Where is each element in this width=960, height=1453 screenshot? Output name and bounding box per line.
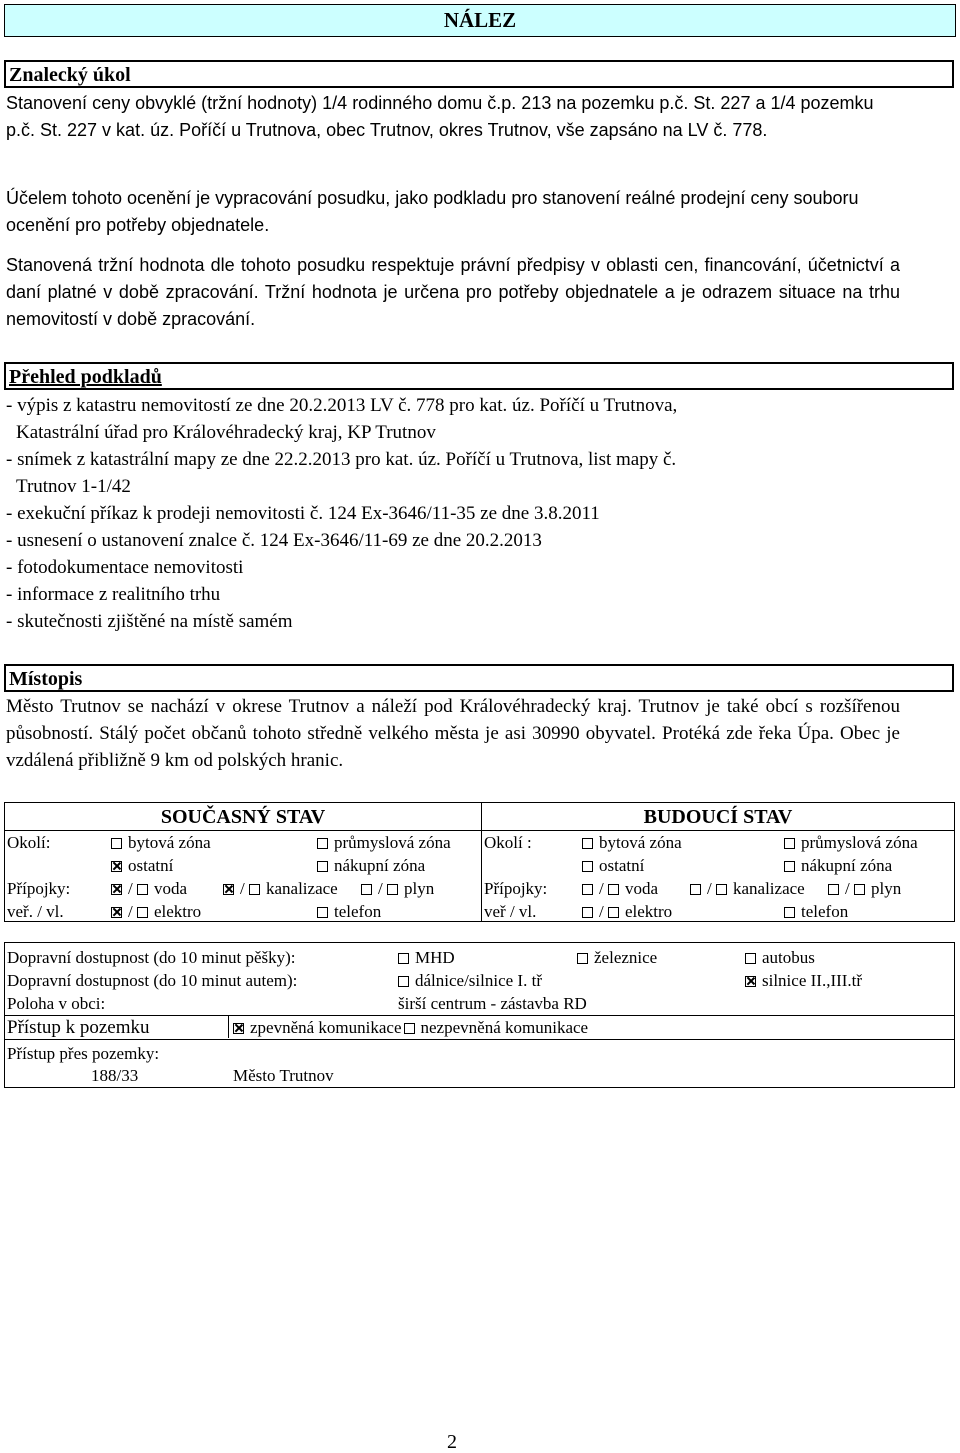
checkbox-icon[interactable] <box>111 838 122 849</box>
checkbox-label: elektro <box>153 902 202 921</box>
checkbox-label: nákupní zóna <box>334 856 426 875</box>
checkbox-label: nezpevněná komunikace <box>420 1018 589 1037</box>
checkbox-icon[interactable] <box>854 884 865 895</box>
checked-checkbox-icon[interactable] <box>745 976 756 987</box>
checkbox-icon[interactable] <box>745 953 756 964</box>
checkbox-label: ostatní <box>128 856 174 875</box>
checkbox-icon[interactable] <box>361 884 372 895</box>
checkbox-icon[interactable] <box>784 861 795 872</box>
checkbox-label: nákupní zóna <box>801 856 893 875</box>
okoli-label: Okolí : <box>484 833 532 852</box>
checkbox-icon[interactable] <box>577 953 588 964</box>
checkbox-icon[interactable] <box>716 884 727 895</box>
checkbox-icon[interactable] <box>317 861 328 872</box>
plot-access-label: Přístup k pozemku <box>7 1017 150 1038</box>
checkbox-label: voda <box>624 879 659 898</box>
future-state-column <box>482 803 954 921</box>
parcel-number: 188/33 <box>91 1066 139 1085</box>
position-value: širší centrum - zástavba RD <box>398 994 587 1013</box>
market-value-paragraph: Stanovená tržní hodnota dle tohoto posudku respektuje právní předpisy v oblasti cen, financování, účetnictví a daní platné v době zpracování. Tržní hodnota je určena pro potřeby objednatele a je odrazem situace na trhu nemovitostí v době zpracování. <box>6 255 900 329</box>
slash-separator: / <box>707 879 712 898</box>
checkbox-label: elektro <box>624 902 673 921</box>
current-state-heading: SOUČASNÝ STAV <box>160 806 326 828</box>
checkbox-icon[interactable] <box>582 861 593 872</box>
checkbox-label: telefon <box>334 902 382 921</box>
checkbox-label: průmyslová zóna <box>334 833 451 852</box>
ver-vl-label: veř / vl. <box>484 902 537 921</box>
checked-checkbox-icon[interactable] <box>111 907 122 918</box>
checkbox-icon[interactable] <box>404 1023 415 1034</box>
access-table <box>4 942 955 1088</box>
checkbox-label: železnice <box>594 948 658 967</box>
task-paragraph: Stanovení ceny obvyklé (tržní hodnoty) 1/4 rodinného domu č.p. 213 na pozemku p.č. St. 227 a 1/4 pozemku p.č. St. 227 v kat. úz. Poříčí u Trutnova, obec Trutnov, okres Trutnov, vše zapsáno na LV č. 778. <box>6 93 874 140</box>
checkbox-icon[interactable] <box>398 976 409 987</box>
checkbox-label: MHD <box>415 948 455 967</box>
checkbox-icon[interactable] <box>828 884 839 895</box>
divider <box>5 1039 954 1040</box>
location-paragraph: Město Trutnov se nachází v okrese Trutnov a náleží pod Královéhradecký kraj. Trutnov je také obcí s rozšířenou působností. Stálý počet občanů tohoto středně velkého města je asi 30990 obyvatel. Protéká zde řeka Úpa. Obec je vzdálená přibližně 9 km od polských hranic. <box>6 696 900 771</box>
list-item: - skutečnosti zjištěné na místě samém <box>6 611 293 632</box>
checkbox-icon[interactable] <box>137 907 148 918</box>
checkbox-label: bytová zóna <box>599 833 682 852</box>
checkbox-icon[interactable] <box>784 838 795 849</box>
checked-checkbox-icon[interactable] <box>111 884 122 895</box>
sources-list <box>6 392 906 635</box>
list-item: - informace z realitního trhu <box>6 584 221 605</box>
checkbox-icon[interactable] <box>387 884 398 895</box>
pripojky-label: Přípojky: <box>7 879 71 898</box>
checked-checkbox-icon[interactable] <box>111 861 122 872</box>
checkbox-icon[interactable] <box>398 953 409 964</box>
checked-checkbox-icon[interactable] <box>233 1023 244 1034</box>
slash-separator: / <box>599 902 604 921</box>
current-state-column <box>5 803 482 921</box>
list-item: - snímek z katastrální mapy ze dne 22.2.2013 pro kat. úz. Poříčí u Trutnova, list mapy č. <box>6 449 677 470</box>
slash-separator: / <box>240 879 245 898</box>
okoli-label: Okolí: <box>7 833 51 852</box>
list-item: Trutnov 1-1/42 <box>16 476 131 497</box>
list-item: Katastrální úřad pro Královéhradecký kraj, KP Trutnov <box>16 422 436 443</box>
checkbox-label: autobus <box>762 948 815 967</box>
checkbox-icon[interactable] <box>317 838 328 849</box>
list-item: - fotodokumentace nemovitosti <box>6 557 244 578</box>
checkbox-label: průmyslová zóna <box>801 833 918 852</box>
future-state-heading: BUDOUCÍ STAV <box>643 806 793 828</box>
checkbox-label: plyn <box>403 879 435 898</box>
checkbox-label: kanalizace <box>265 879 338 898</box>
page-number: 2 <box>447 1431 457 1453</box>
checkbox-label: bytová zóna <box>128 833 211 852</box>
checkbox-icon[interactable] <box>784 907 795 918</box>
list-item: - výpis z katastru nemovitostí ze dne 20.2.2013 LV č. 778 pro kat. úz. Poříčí u Trutnova, <box>6 395 678 416</box>
checkbox-icon[interactable] <box>249 884 260 895</box>
position-label: Poloha v obci: <box>7 994 106 1013</box>
walk-access-label: Dopravní dostupnost (do 10 minut pěšky): <box>7 948 296 967</box>
checkbox-label: dálnice/silnice I. tř <box>415 971 542 990</box>
checkbox-label: kanalizace <box>732 879 805 898</box>
checkbox-label: telefon <box>801 902 849 921</box>
checkbox-label: voda <box>153 879 188 898</box>
checkbox-icon[interactable] <box>690 884 701 895</box>
list-item: - exekuční příkaz k prodeji nemovitosti č. 124 Ex-3646/11-35 ze dne 3.8.2011 <box>6 503 600 524</box>
car-access-label: Dopravní dostupnost (do 10 minut autem): <box>7 971 298 990</box>
checkbox-icon[interactable] <box>582 838 593 849</box>
checkbox-label: silnice II.,III.tř <box>762 971 863 990</box>
slash-separator: / <box>128 902 133 921</box>
checkbox-icon[interactable] <box>608 907 619 918</box>
checkbox-label: zpevněná komunikace <box>250 1018 402 1037</box>
slash-separator: / <box>845 879 850 898</box>
divider <box>228 1015 229 1038</box>
checkbox-icon[interactable] <box>608 884 619 895</box>
checked-checkbox-icon[interactable] <box>223 884 234 895</box>
ver-vl-label: veř. / vl. <box>7 902 64 921</box>
section-heading-mistopis: Místopis <box>4 664 954 692</box>
slash-separator: / <box>599 879 604 898</box>
slash-separator: / <box>378 879 383 898</box>
access-via-label: Přístup přes pozemky: <box>7 1044 160 1063</box>
checkbox-icon[interactable] <box>137 884 148 895</box>
checkbox-label: ostatní <box>599 856 645 875</box>
purpose-paragraph: Účelem tohoto ocenění je vypracování posudku, jako podkladu pro stanovení reálné prodejní ceny souboru ocenění pro potřeby objednatele. <box>6 188 859 235</box>
parcel-owner: Město Trutnov <box>233 1066 334 1085</box>
checkbox-icon[interactable] <box>582 884 593 895</box>
slash-separator: / <box>128 879 133 898</box>
page-title: NÁLEZ <box>4 4 956 37</box>
checkbox-icon[interactable] <box>582 907 593 918</box>
checkbox-label: plyn <box>870 879 902 898</box>
condition-table <box>4 802 955 922</box>
section-heading-prehled-podkladu: Přehled podkladů <box>4 362 954 390</box>
list-item: - usnesení o ustanovení znalce č. 124 Ex-3646/11-69 ze dne 20.2.2013 <box>6 530 542 551</box>
pripojky-label: Přípojky: <box>484 879 548 898</box>
section-heading-znalecky-ukol: Znalecký úkol <box>4 60 954 88</box>
checkbox-icon[interactable] <box>317 907 328 918</box>
